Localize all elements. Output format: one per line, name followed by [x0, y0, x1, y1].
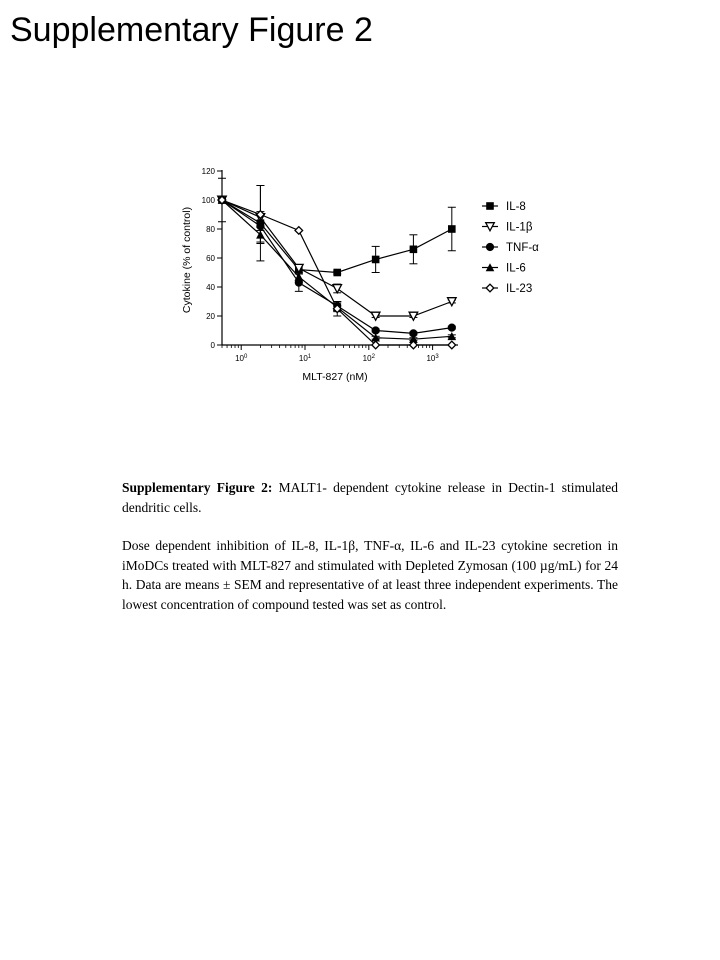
data-point: [333, 285, 342, 293]
y-tick-label: 100: [201, 196, 215, 205]
data-point: [372, 256, 380, 264]
page-title: Supplementary Figure 2: [10, 11, 373, 49]
data-point: [448, 341, 456, 349]
x-tick-label: $10^3$: [426, 354, 439, 363]
x-tick-label: $10^0$: [235, 354, 248, 363]
series-line: [222, 200, 452, 273]
legend-label: IL-1β: [506, 221, 533, 234]
data-point: [448, 324, 456, 332]
data-point: [333, 269, 341, 277]
legend-marker: [486, 284, 494, 292]
legend-marker: [486, 202, 494, 210]
caption-title-text: MALT1- dependent cytokine release in Dectin-1 stimulated dendritic cells.: [122, 480, 619, 515]
y-tick-label: 60: [206, 254, 215, 263]
y-tick-label: 120: [201, 167, 215, 176]
dose-response-chart: [0, 0, 720, 420]
data-point: [448, 225, 456, 233]
y-tick-label: 40: [206, 283, 215, 292]
series-IL-23: [218, 186, 455, 349]
x-tick-label: $10^1$: [298, 354, 312, 363]
data-point: [410, 246, 418, 254]
legend-label: IL-23: [506, 283, 533, 295]
y-tick-label: 0: [210, 341, 215, 350]
caption-body: Dose dependent inhibition of IL-8, IL-1β, TNF-α, IL-6 and IL-23 cytokine secretion in iMoDCs treated with MLT-827 and stimulated with Depleted Zymosan (100 µg/mL) for 24 h. Data are means ± SEM and representative of at least three independent experiments. The lowest concentration of compound tested was set as control.: [122, 538, 618, 612]
data-point: [372, 326, 380, 334]
figure-caption: [122, 478, 618, 614]
caption-label: Supplementary Figure 2:: [122, 480, 273, 495]
caption-heading: [122, 478, 618, 517]
legend-label: TNF-α: [506, 242, 539, 254]
series-IL-8: [218, 178, 456, 276]
legend-marker: [486, 243, 494, 251]
legend-label: IL-8: [506, 201, 526, 213]
series-line: [222, 200, 452, 316]
legend-label: IL-6: [506, 262, 526, 275]
y-axis-label: Cytokine (% of control): [181, 206, 193, 314]
data-point: [448, 298, 457, 306]
y-tick-label: 80: [206, 225, 215, 234]
x-tick-label: $10^2$: [362, 354, 375, 363]
y-tick-label: 20: [206, 312, 215, 321]
data-point: [295, 227, 303, 235]
x-axis-label: MLT-827 (nM): [302, 371, 368, 383]
